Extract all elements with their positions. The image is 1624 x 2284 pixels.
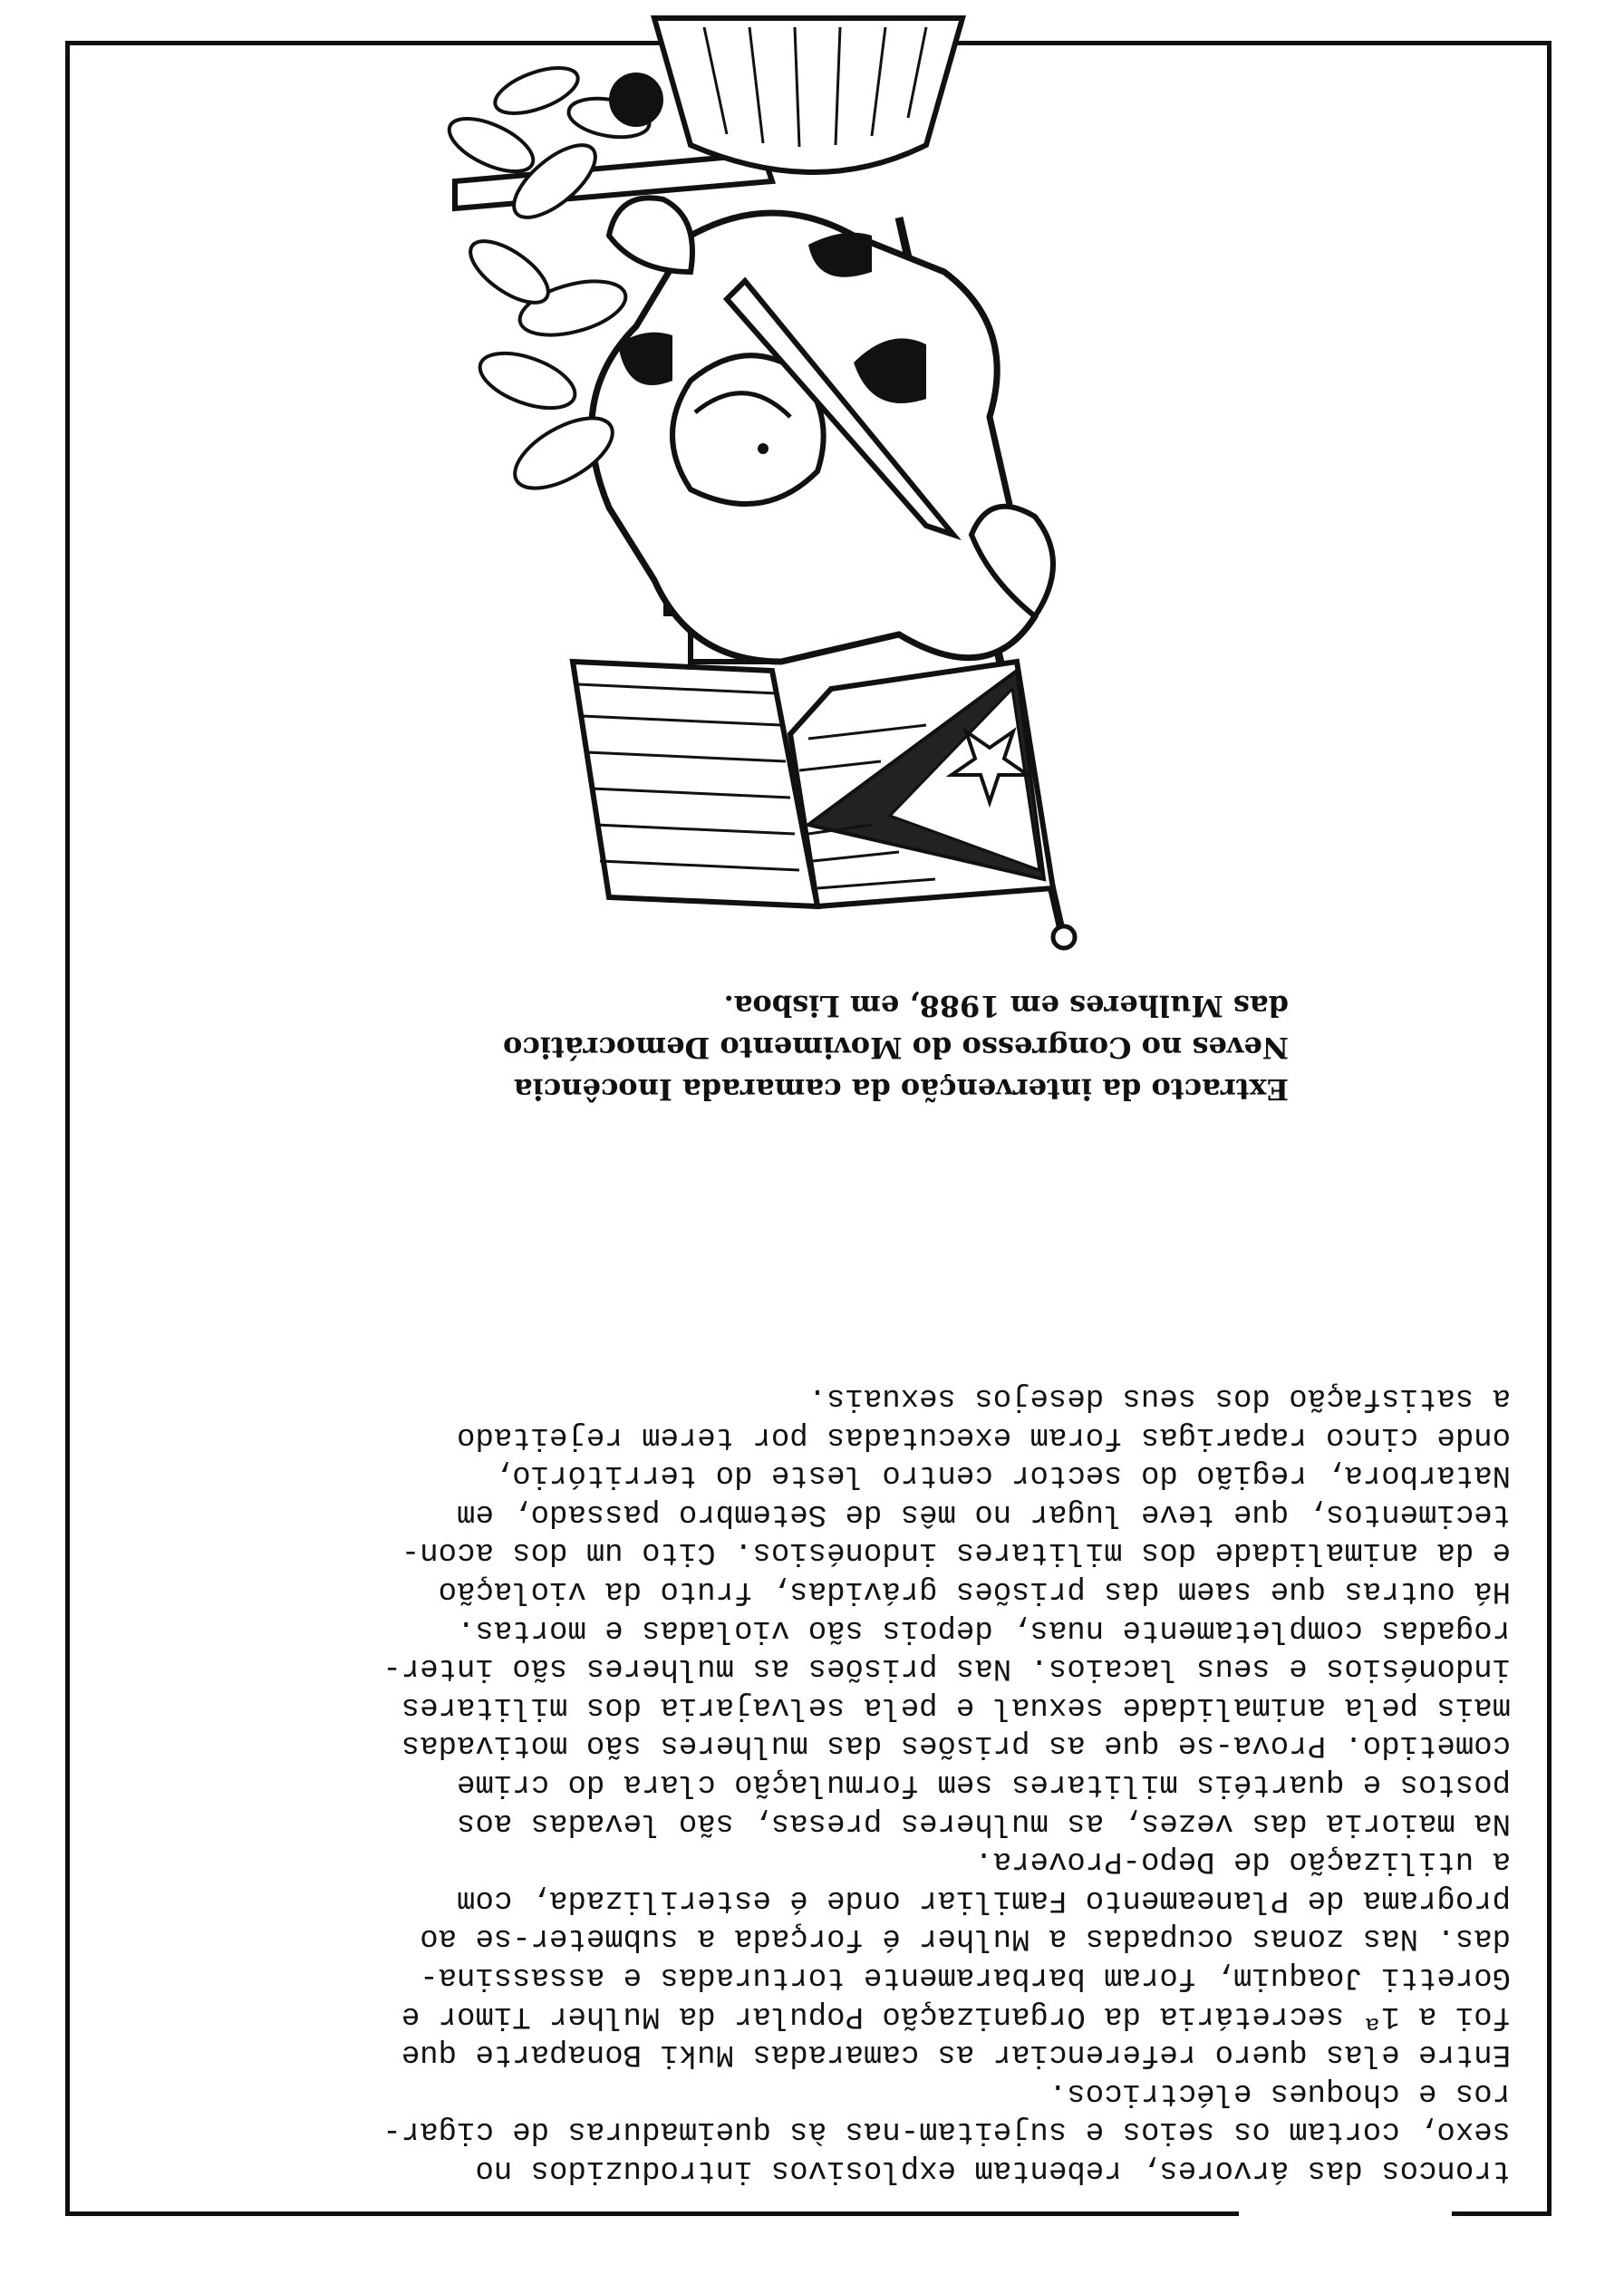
body-line: das. Nas zonas ocupadas a Mulher é forçada a submeter-se ao	[420, 1921, 1511, 1956]
body-line: e da animalidade dos militares indonésios. Cito um dos acon-	[401, 1534, 1511, 1570]
fighter-with-flag-illustration	[419, 0, 1198, 961]
body-line: troncos das árvores, rebentam explosivos introduzidos no	[475, 2153, 1511, 2187]
flag-pole-knob	[1053, 926, 1075, 948]
body-line: onde cinco raparigas foram executadas por terem rejeitado	[457, 1418, 1511, 1454]
right-fist	[609, 198, 692, 272]
caption-line: Extracto da intervenção da camarada Inocência	[513, 1072, 1289, 1107]
illustration-drawing	[419, 0, 1198, 961]
body-line: Há outras que saem das prisões grávidas, fruto da violação	[438, 1573, 1511, 1609]
body-line: Entre elas quero referenciar as camaradas Muki Bonaparte que	[401, 2037, 1511, 2072]
illustration-caption	[337, 985, 1289, 1110]
fighter-eye	[758, 443, 768, 454]
headgear	[654, 18, 962, 172]
page-border-top-right	[65, 2211, 1239, 2216]
body-line: cometido. Prova-se que as prisões das mulheres são motivadas	[401, 1728, 1511, 1763]
body-line: mais pela animalidade sexual e pela selvajaria dos militares	[401, 1689, 1511, 1724]
body-line: a satisfação dos seus desejos sexuais.	[807, 1380, 1511, 1416]
page-border-top-left	[1452, 2211, 1552, 2216]
article-body	[97, 1379, 1511, 2189]
body-line: tecimentos, que teve lugar no mês de Setembro passado, em	[457, 1495, 1511, 1531]
body-line: foi a 1ª secretária da Organização Popular da Mulher Timor e	[401, 1998, 1511, 2033]
body-line: Natarbora, região do sector centro leste do território,	[493, 1457, 1511, 1493]
body-line: Goretti Joaquim, foram barbaramente torturadas e assassina-	[420, 1960, 1511, 1995]
body-line: rogadas completamente nuas, depois são violadas e mortas.	[457, 1611, 1511, 1647]
body-line: sexo, cortam os seios e sujeitam-nas às queimaduras de cigar-	[382, 2114, 1511, 2149]
caption-line: das Mulheres em 1988, em Lisboa.	[723, 989, 1289, 1023]
body-line: Na maioria das vezes, as mulheres presas, são levadas aos	[457, 1805, 1511, 1840]
body-line: ros e choques eléctricos.	[1048, 2075, 1511, 2110]
caption-line: Neves no Congresso do Movimento Democrático	[503, 1031, 1289, 1065]
body-line: a utilização de Depo-Provera.	[974, 1844, 1511, 1879]
body-line: programa de Planeamento Familiar onde é esterilizada, com	[457, 1882, 1511, 1917]
body-line: postos e quartéis militares sem formulação clara do crime	[457, 1766, 1511, 1802]
body-line: indonésios e seus lacaios. Nas prisões as mulheres são inter-	[382, 1650, 1511, 1686]
